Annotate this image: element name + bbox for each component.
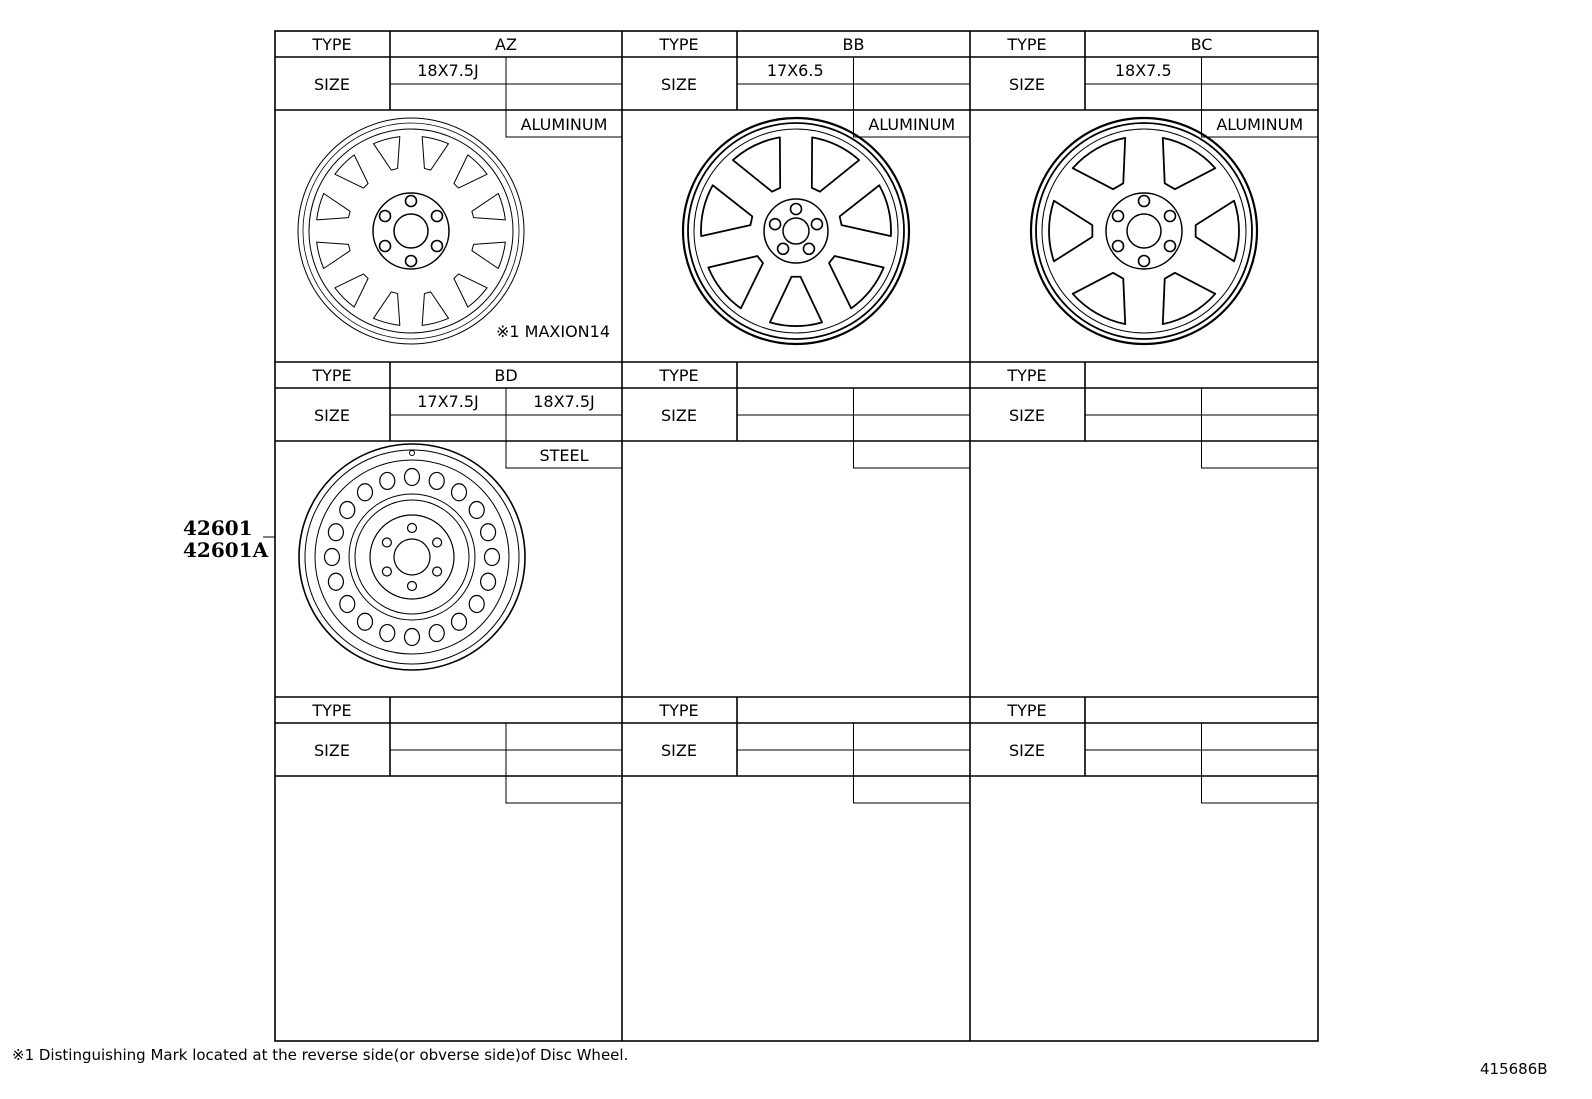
spoke-window xyxy=(701,185,752,236)
vent-hole xyxy=(380,472,395,489)
lug-hole xyxy=(382,567,391,576)
lug-nut xyxy=(406,256,417,267)
vent-hole xyxy=(405,469,420,486)
panel xyxy=(275,362,622,670)
panel xyxy=(622,697,970,803)
material-box xyxy=(854,441,971,468)
lug-nut xyxy=(1164,241,1175,252)
wheel-rim-inner xyxy=(1042,129,1246,333)
size-label: SIZE xyxy=(1009,75,1045,94)
spoke-window xyxy=(1163,273,1215,324)
material-box xyxy=(854,776,971,803)
panel-group xyxy=(275,31,1318,803)
type-label: TYPE xyxy=(312,701,352,720)
spoke-window xyxy=(422,137,448,170)
panel xyxy=(970,362,1318,468)
vent-hole xyxy=(340,501,355,518)
size-label: SIZE xyxy=(314,75,350,94)
material-label: STEEL xyxy=(539,446,589,465)
hub-ring xyxy=(1106,193,1182,269)
spoke-window xyxy=(317,242,350,268)
lug-nut xyxy=(778,243,789,254)
lug-nut xyxy=(380,211,391,222)
spoke-window xyxy=(472,193,505,219)
size-label: SIZE xyxy=(661,406,697,425)
footnote: ※1 Distinguishing Mark located at the reverse side(or obverse side)of Disc Wheel. xyxy=(12,1046,629,1064)
distinguishing-mark-note: ※1 MAXION14 xyxy=(495,322,610,341)
wheel-rim-inner xyxy=(1036,123,1252,339)
size-label: SIZE xyxy=(1009,406,1045,425)
type-label: TYPE xyxy=(312,35,352,54)
size-label: SIZE xyxy=(661,741,697,760)
disc-ring xyxy=(355,500,469,614)
panel xyxy=(622,362,970,468)
vent-hole xyxy=(340,596,355,613)
lug-hole xyxy=(382,538,391,547)
spoke-window xyxy=(770,277,822,326)
type-label: TYPE xyxy=(659,701,699,720)
size-value: 18X7.5J xyxy=(533,392,595,411)
spoke-window xyxy=(335,155,368,188)
valve-hole xyxy=(410,451,415,456)
panel xyxy=(275,31,622,344)
center-bore xyxy=(1127,214,1161,248)
center-bore xyxy=(394,539,430,575)
lug-hole xyxy=(433,567,442,576)
vent-hole xyxy=(328,573,343,590)
vent-hole xyxy=(481,573,496,590)
lug-nut xyxy=(1139,256,1150,267)
spoke-window xyxy=(373,137,399,170)
vent-hole xyxy=(357,613,372,630)
vent-hole xyxy=(429,472,444,489)
vent-hole xyxy=(325,549,340,566)
size-label: SIZE xyxy=(314,741,350,760)
center-bore xyxy=(783,218,809,244)
lug-nut xyxy=(1164,211,1175,222)
vent-hole xyxy=(405,629,420,646)
wheel-rim xyxy=(299,444,525,670)
material-label: ALUMINUM xyxy=(868,115,956,134)
spoke-window xyxy=(1073,273,1125,324)
wheel-drawing xyxy=(298,118,524,344)
spoke-window xyxy=(454,155,487,188)
material-box xyxy=(506,776,622,803)
spoke-window xyxy=(422,292,448,325)
size-value: 18X7.5J xyxy=(417,61,479,80)
spoke-window xyxy=(708,256,763,308)
type-value: BC xyxy=(1190,35,1213,54)
material-label: ALUMINUM xyxy=(520,115,608,134)
spoke-window xyxy=(472,242,505,268)
vent-hole xyxy=(481,524,496,541)
type-value: BD xyxy=(494,366,518,385)
panel xyxy=(970,31,1318,344)
lug-hole xyxy=(408,582,417,591)
lug-nut xyxy=(1139,196,1150,207)
spoke-window xyxy=(1049,201,1092,262)
lug-nut xyxy=(406,196,417,207)
type-value: AZ xyxy=(495,35,517,54)
vent-hole xyxy=(485,549,500,566)
wheel-drawing xyxy=(683,118,909,344)
lug-hole xyxy=(408,524,417,533)
lug-nut xyxy=(1113,241,1124,252)
lug-nut xyxy=(791,204,802,215)
lug-nut xyxy=(770,219,781,230)
vent-hole xyxy=(452,484,467,501)
vent-hole xyxy=(469,501,484,518)
spoke-window xyxy=(840,185,891,236)
size-value: 18X7.5 xyxy=(1114,61,1172,80)
lug-nut xyxy=(1113,211,1124,222)
size-label: SIZE xyxy=(661,75,697,94)
type-label: TYPE xyxy=(1007,701,1047,720)
size-value: 17X6.5 xyxy=(766,61,824,80)
type-label: TYPE xyxy=(312,366,352,385)
spoke-window xyxy=(317,193,350,219)
spoke-window xyxy=(1073,138,1125,189)
lug-nut xyxy=(431,241,442,252)
spoke-window xyxy=(1163,138,1215,189)
wheel-rim-inner xyxy=(315,460,509,654)
chart-grid xyxy=(275,31,1318,1041)
spoke-window xyxy=(454,274,487,307)
vent-hole xyxy=(380,625,395,642)
material-box xyxy=(1202,441,1319,468)
lug-nut xyxy=(803,243,814,254)
lug-nut xyxy=(380,241,391,252)
center-bore xyxy=(394,214,428,248)
spoke-window xyxy=(829,256,884,308)
part-number: 42601 xyxy=(183,516,253,540)
type-label: TYPE xyxy=(1007,366,1047,385)
type-label: TYPE xyxy=(659,35,699,54)
lug-nut xyxy=(431,211,442,222)
wheel-rim-inner xyxy=(303,123,519,339)
disc-ring xyxy=(349,494,475,620)
size-label: SIZE xyxy=(314,406,350,425)
type-value: BB xyxy=(842,35,865,54)
vent-hole xyxy=(357,484,372,501)
wheel-rim-inner xyxy=(309,129,513,333)
type-label: TYPE xyxy=(1007,35,1047,54)
type-label: TYPE xyxy=(659,366,699,385)
hub-ring xyxy=(370,515,454,599)
vent-hole xyxy=(328,524,343,541)
hub-ring xyxy=(373,193,449,269)
lug-hole xyxy=(433,538,442,547)
diagram-id: 415686B xyxy=(1480,1060,1548,1078)
material-label: ALUMINUM xyxy=(1216,115,1304,134)
wheel-drawing xyxy=(1031,118,1257,344)
hub-ring xyxy=(764,199,828,263)
lug-nut xyxy=(811,219,822,230)
outer-frame xyxy=(275,31,1318,1041)
vent-hole xyxy=(469,596,484,613)
panel xyxy=(275,697,622,803)
panel xyxy=(622,31,970,344)
spoke-window xyxy=(335,274,368,307)
vent-hole xyxy=(452,613,467,630)
wheel-rim-inner xyxy=(305,450,519,664)
vent-hole xyxy=(429,625,444,642)
spoke-window xyxy=(1196,201,1239,262)
wheel-rim xyxy=(1031,118,1257,344)
wheel-drawing xyxy=(299,444,525,670)
part-number-alt: 42601A xyxy=(183,538,269,562)
size-label: SIZE xyxy=(1009,741,1045,760)
spoke-window xyxy=(373,292,399,325)
size-value: 17X7.5J xyxy=(417,392,479,411)
wheel-rim xyxy=(683,118,909,344)
wheel-rim xyxy=(298,118,524,344)
material-box xyxy=(1202,776,1319,803)
panel xyxy=(970,697,1318,803)
